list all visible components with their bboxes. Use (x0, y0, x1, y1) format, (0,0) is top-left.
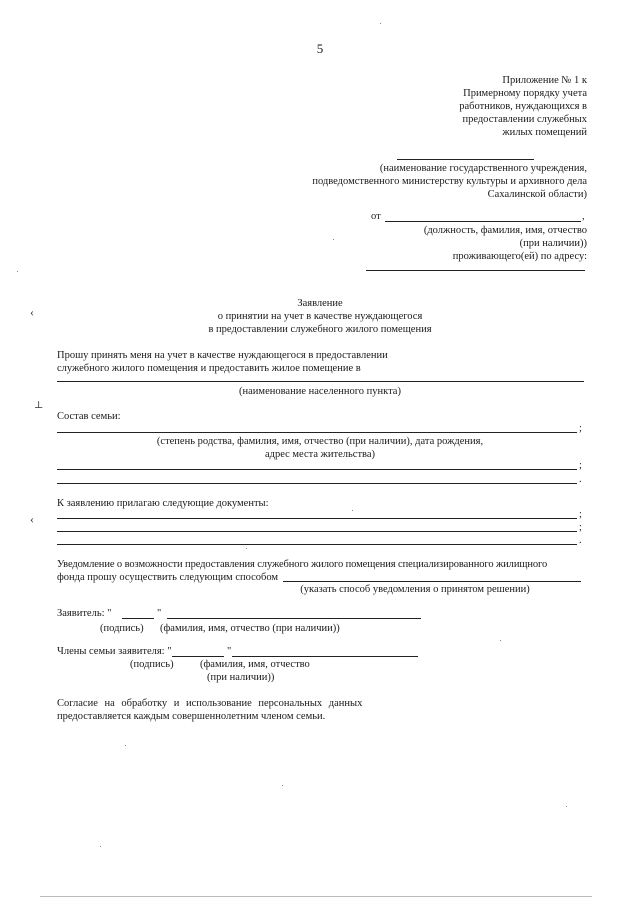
from-line[interactable] (385, 221, 581, 222)
from-hint: (должность, фамилия, имя, отчество (423, 225, 587, 236)
title-line: в предоставлении служебного жилого помещения (208, 324, 432, 335)
family-line-2[interactable] (57, 469, 577, 470)
scan-speck (500, 640, 501, 641)
family-period: . (579, 474, 582, 485)
documents-period: . (579, 535, 582, 546)
applicant-name-line[interactable] (167, 618, 421, 619)
family-line-3[interactable] (57, 483, 577, 484)
applicant-label: Заявитель: " (57, 608, 112, 619)
applicant-quote: " (157, 608, 162, 619)
scan-speck (125, 745, 126, 746)
members-quote: " (227, 646, 232, 657)
scan-speck (17, 271, 18, 272)
members-name-hint: (фамилия, имя, отчество (200, 659, 310, 670)
margin-mark: ‹ (30, 512, 34, 526)
from-hint: (при наличии)) (519, 238, 587, 249)
address-line[interactable] (366, 270, 585, 271)
documents-semicolon: ; (579, 522, 582, 533)
members-signature-line[interactable] (172, 656, 224, 657)
appendix-line: Примерному порядку учета (463, 88, 587, 99)
documents-semicolon: ; (579, 509, 582, 520)
institution-hint: (наименование государственного учреждения, (379, 163, 587, 174)
family-semicolon: ; (579, 460, 582, 471)
notification-method-line[interactable] (283, 581, 581, 582)
page-number: 5 (316, 41, 324, 56)
settlement-hint: (наименование населенного пункта) (239, 386, 401, 397)
family-hint: адрес места жительства) (264, 449, 376, 460)
appendix-line: Приложение № 1 к (502, 75, 587, 86)
members-name-line[interactable] (232, 656, 418, 657)
family-semicolon: ; (579, 423, 582, 434)
members-name-hint: (при наличии)) (207, 672, 275, 683)
applicant-name-hint: (фамилия, имя, отчество (при наличии)) (160, 623, 340, 634)
notification-line: фонда прошу осуществить следующим способом (57, 572, 279, 583)
margin-mark: ‹ (30, 305, 34, 319)
documents-line-3[interactable] (57, 544, 577, 545)
settlement-line[interactable] (57, 381, 584, 382)
appendix-line: предоставлении служебных (462, 114, 587, 125)
members-sign-hint: (подпись) (130, 659, 174, 670)
applicant-signature-line[interactable] (122, 618, 154, 619)
applicant-sign-hint: (подпись) (100, 623, 144, 634)
scan-speck (246, 548, 247, 549)
institution-line[interactable] (397, 159, 534, 160)
scan-speck (380, 23, 381, 24)
family-hint: (степень родства, фамилия, имя, отчество (при наличии), дата рождения, (156, 436, 484, 447)
members-label: Члены семьи заявителя: " (57, 646, 172, 657)
documents-line-2[interactable] (57, 531, 577, 532)
appendix-line: жилых помещений (502, 127, 587, 138)
scan-speck (333, 239, 334, 240)
request-line: Прошу принять меня на учет в качестве нуждающегося в предоставлении (57, 350, 388, 361)
from-label: от (371, 211, 381, 222)
scan-speck (566, 806, 567, 807)
appendix-line: работников, нуждающихся в (459, 101, 587, 112)
institution-hint: Сахалинской области) (487, 189, 587, 200)
family-label: Состав семьи: (57, 411, 121, 422)
documents-label: К заявлению прилагаю следующие документы: (57, 498, 269, 509)
scan-bottom-edge (40, 896, 592, 897)
documents-line-1[interactable] (57, 518, 577, 519)
margin-mark: ⊥ (34, 400, 44, 411)
title-line: Заявление (297, 298, 343, 309)
request-line: служебного жилого помещения и предоставить жилое помещение в (57, 363, 361, 374)
consent-line: Согласие на обработку и использование персональных данных (57, 698, 363, 709)
title-line: о принятии на учет в качестве нуждающегося (217, 311, 423, 322)
consent-line: предоставляется каждым совершеннолетним членом семьи. (57, 711, 326, 722)
family-line-1[interactable] (57, 432, 577, 433)
from-comma: , (582, 211, 585, 222)
scan-speck (282, 785, 283, 786)
notification-line: Уведомление о возможности предоставления служебного жилого помещения специализированного жилищного (57, 559, 548, 570)
notification-hint: (указать способ уведомления о принятом решении) (300, 584, 530, 595)
address-label: проживающего(ей) по адресу: (452, 251, 587, 262)
institution-hint: подведомственного министерству культуры и архивного дела (312, 176, 587, 187)
scan-speck (100, 846, 101, 847)
scan-speck (352, 510, 353, 511)
